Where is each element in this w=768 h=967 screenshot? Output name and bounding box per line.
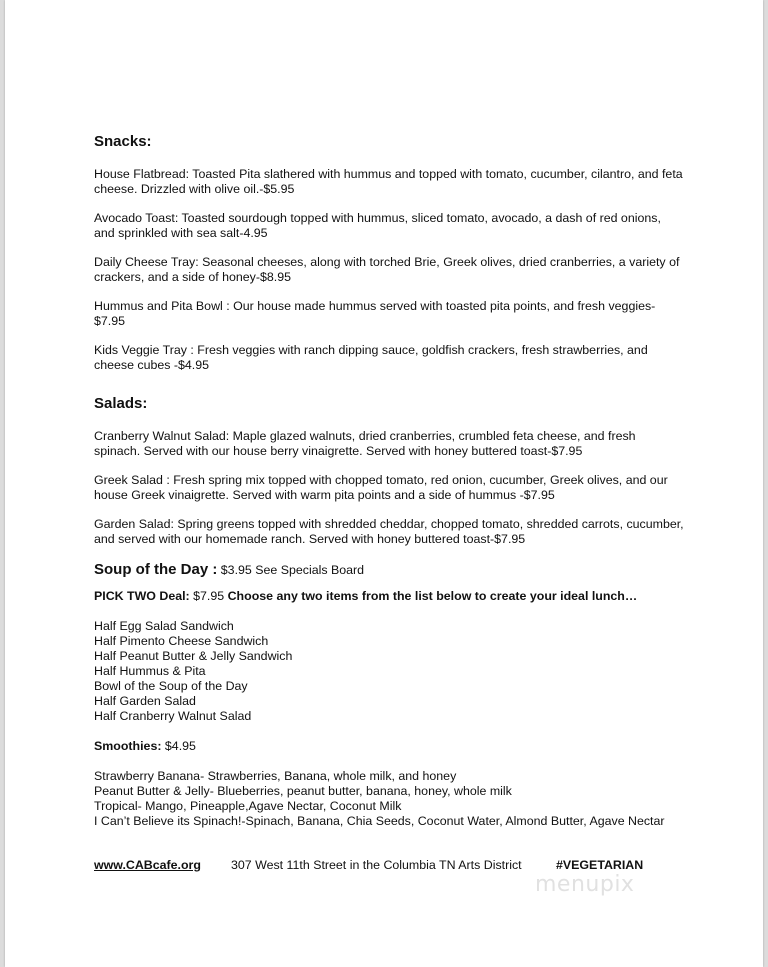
pick-two-list <box>94 619 684 724</box>
menupix-watermark: menupix <box>535 872 635 897</box>
list-item: Peanut Butter & Jelly- Blueberries, peanut butter, banana, honey, whole milk <box>94 784 512 798</box>
smoothies-label: Smoothies: <box>94 739 162 753</box>
salad-item-cranberry-walnut: Cranberry Walnut Salad: Maple glazed walnuts, dried cranberries, crumbled feta cheese, and fresh spinach. Served with our house berry vinaigrette. Served with honey buttered toast-$7.95 <box>94 429 636 458</box>
list-item: Strawberry Banana- Strawberries, Banana, whole milk, and honey <box>94 769 457 783</box>
list-item: Half Peanut Butter & Jelly Sandwich <box>94 649 293 663</box>
soup-of-the-day <box>94 561 684 579</box>
list-item: I Can’t Believe its Spinach!-Spinach, Banana, Chia Seeds, Coconut Water, Almond Butter, Agave Nectar <box>94 814 665 828</box>
list-item: Tropical- Mango, Pineapple,Agave Nectar, Coconut Milk <box>94 799 402 813</box>
list-item: Half Garden Salad <box>94 694 196 708</box>
salad-item-garden: Garden Salad: Spring greens topped with shredded cheddar, chopped tomato, shredded carrots, cucumber, and served with our homemade ranch. Served with honey buttered toast-$7.95 <box>94 517 684 546</box>
vegetarian-tag: #VEGETARIAN <box>556 858 644 872</box>
menu-content <box>94 133 684 829</box>
snack-item-cheese-tray: Daily Cheese Tray: Seasonal cheeses, along with torched Brie, Greek olives, dried cranberries, a variety of crackers, and a side of honey-$8.95 <box>94 255 680 284</box>
smoothies-heading <box>94 739 684 754</box>
snacks-heading: Snacks: <box>94 133 152 150</box>
list-item: Half Egg Salad Sandwich <box>94 619 234 633</box>
snack-item-house-flatbread: House Flatbread: Toasted Pita slathered with hummus and topped with tomato, cucumber, cilantro, and feta cheese. Drizzled with olive oil.-$5.95 <box>94 167 683 196</box>
website-link[interactable]: www.CABcafe.org <box>94 858 201 872</box>
pick-two-label: PICK TWO Deal: <box>94 589 190 603</box>
address-text: 307 West 11th Street in the Columbia TN Arts District <box>231 858 522 872</box>
list-item: Half Pimento Cheese Sandwich <box>94 634 269 648</box>
salads-heading: Salads: <box>94 395 148 412</box>
smoothies-price: $4.95 <box>161 739 196 753</box>
list-item: Half Cranberry Walnut Salad <box>94 709 252 723</box>
snack-item-hummus-pita: Hummus and Pita Bowl : Our house made hummus served with toasted pita points, and fresh veggies- $7.95 <box>94 299 656 328</box>
list-item: Bowl of the Soup of the Day <box>94 679 248 693</box>
soup-label: Soup of the Day : <box>94 561 218 578</box>
salad-item-greek: Greek Salad : Fresh spring mix topped with chopped tomato, red onion, cucumber, Greek olives, and our house Greek vinaigrette. Served with warm pita points and a side of hummus -$7.95 <box>94 473 668 502</box>
menu-page <box>5 0 763 967</box>
list-item: Half Hummus & Pita <box>94 664 206 678</box>
soup-text: $3.95 See Specials Board <box>217 563 365 577</box>
pick-two-deal <box>94 589 684 604</box>
pick-two-price: $7.95 <box>189 589 228 603</box>
pick-two-instruction: Choose any two items from the list below to create your ideal lunch… <box>227 589 638 603</box>
snack-item-avocado-toast: Avocado Toast: Toasted sourdough topped with hummus, sliced tomato, avocado, a dash of red onions, and sprinkled with sea salt-4.95 <box>94 211 661 240</box>
smoothies-list <box>94 769 684 829</box>
snack-item-kids-veggie: Kids Veggie Tray : Fresh veggies with ranch dipping sauce, goldfish crackers, fresh strawberries, and cheese cubes -$4.95 <box>94 343 648 372</box>
